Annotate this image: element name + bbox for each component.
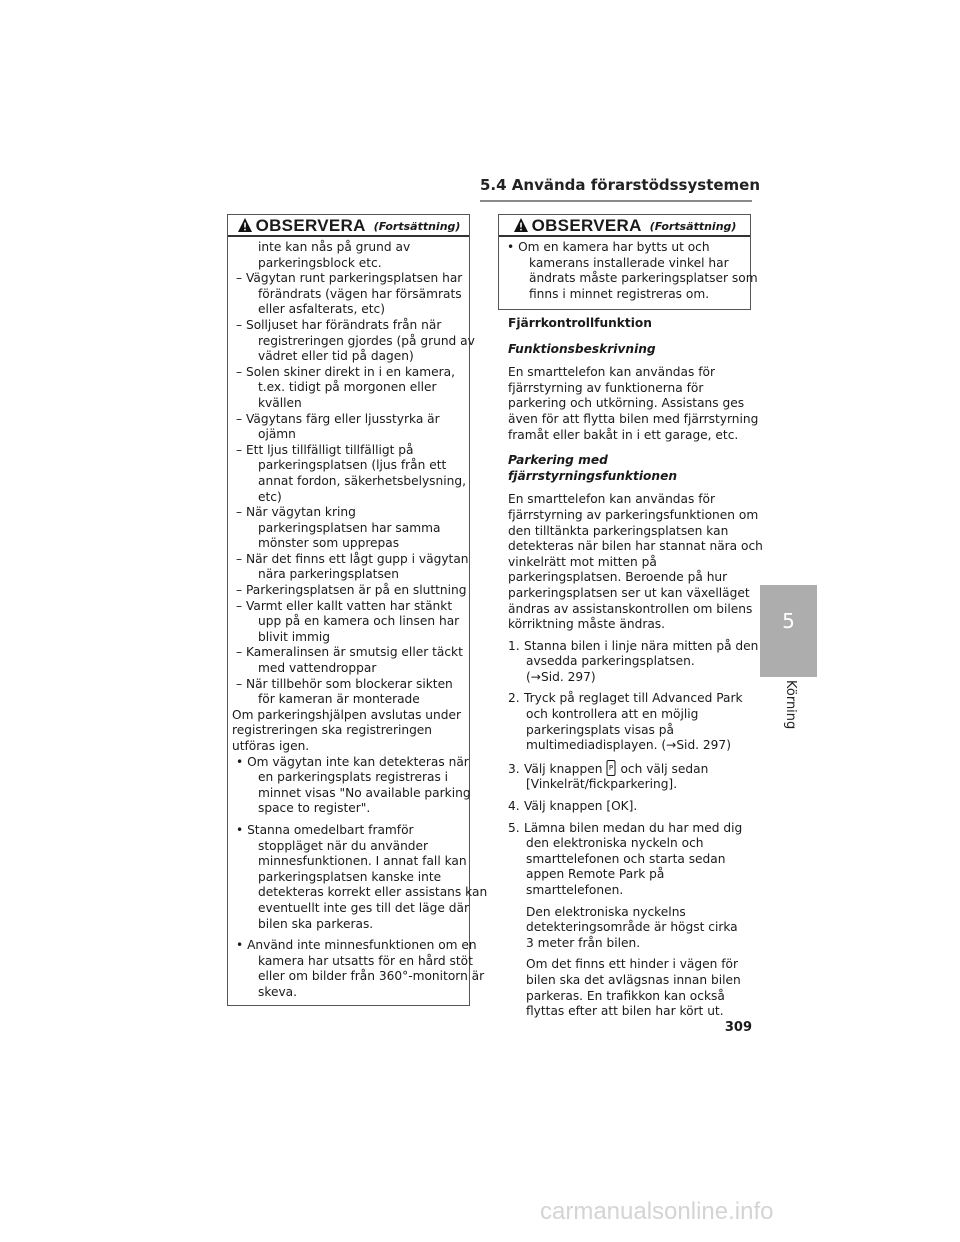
header-rule <box>480 200 752 202</box>
step-3: 3. Välj knappen P och välj sedan [Vinkelrät/fickparkering]. <box>508 761 709 792</box>
text-line: space to register". <box>258 801 371 816</box>
text-line: detekteras korrekt eller assistans kan <box>258 885 488 900</box>
text-line: kvällen <box>258 395 302 410</box>
text-line: – Vägytan runt parkeringsplatsen har <box>236 271 463 286</box>
paragraph-line: En smarttelefon kan användas för <box>508 492 715 507</box>
chapter-tab[interactable] <box>760 585 817 677</box>
text-line: ändrats måste parkeringsplatser som <box>529 271 758 286</box>
paragraph-line: parkeringsplatsen ser ut kan växelläget <box>508 585 750 600</box>
right-box-label: OBSERVERA <box>531 216 642 235</box>
text-line: parkeringsblock etc. <box>258 255 382 270</box>
right-column <box>508 316 763 1020</box>
text-line: eventuellt inte ges till det läge där <box>258 900 469 915</box>
step-1: 1. Stanna bilen i linje nära mitten på den avsedda parkeringsplatsen. (→Sid. 297) <box>508 638 759 684</box>
paragraph-line: parkeringsplatsen. Beroende på hur <box>508 570 728 585</box>
paragraph-line: vinkelrätt mot mitten på <box>508 554 657 569</box>
text-line: – När tillbehör som blockerar sikten <box>236 676 453 691</box>
text-line: parkeringsplatsen kanske inte <box>258 869 442 884</box>
paragraph-line: ändras av assistanskontrollen om bilens <box>508 601 753 616</box>
text-line: blivit immig <box>258 629 331 644</box>
warning-icon <box>513 217 529 233</box>
chapter-label-container <box>760 680 817 770</box>
step-5: 5. Lämna bilen medan du har med dig den elektroniska nyckeln och smarttelefonen och starta sedan appen Remote Park på smarttelefonen. <box>508 820 743 897</box>
page-number: 309 <box>724 1020 752 1035</box>
text-line: eller asfalterats, etc) <box>258 302 385 317</box>
text-line: – Kameralinsen är smutsig eller täckt <box>236 645 463 660</box>
left-box-label: OBSERVERA <box>255 216 366 235</box>
section-title: 5.4 Använda förarstödssystemen <box>480 176 761 194</box>
text-line: – Varmt eller kallt vatten har stänkt <box>236 598 453 613</box>
text-line: nära parkeringsplatsen <box>258 567 400 582</box>
text-line: eller om bilder från 360°-monitorn är <box>258 969 485 984</box>
text-line: mönster som upprepas <box>258 536 400 551</box>
text-line: bilen ska parkeras. <box>258 916 374 931</box>
paragraph-remote-parking <box>508 492 763 632</box>
step-5-note-obstacle: Om det finns ett hinder i vägen för bilen ska det avlägsnas innan bilen parkeras. En trafikkon kan också flyttas efter att bilen har kört ut. <box>526 957 741 1019</box>
step-5-note-key: Den elektroniska nyckelns detekteringsområde är högst cirka 3 meter från bilen. <box>526 904 738 950</box>
watermark: carmanualsonline.info <box>540 1198 774 1225</box>
text-line: upp på en kamera och linsen har <box>258 614 460 629</box>
text-line: – När det finns ett lågt gupp i vägytan <box>236 551 469 566</box>
text-line: en parkeringsplats registreras i <box>258 770 449 785</box>
text-line: registreringen ska registreringen <box>232 723 433 738</box>
left-box-header <box>228 215 469 237</box>
text-line: med vattendroppar <box>258 661 377 676</box>
left-observera-box <box>227 214 488 1006</box>
right-observera-box <box>498 214 758 310</box>
right-box-header <box>499 215 750 237</box>
text-line: kamerans installerade vinkel har <box>529 255 729 270</box>
warning-icon <box>237 217 253 233</box>
subheading-description: Funktionsbeskrivning <box>508 341 656 356</box>
subheading-remote-parking: Parkering med fjärrstyrningsfunktionen <box>508 453 678 483</box>
text-line: – Vägytans färg eller ljusstyrka är <box>236 411 440 426</box>
right-box-body <box>499 237 758 310</box>
paragraph-line: fjärrstyrning av funktionerna för <box>508 380 704 395</box>
text-line: minnesfunktionen. I annat fall kan <box>258 854 467 869</box>
svg-text:P: P <box>609 763 614 772</box>
text-line: annat fordon, säkerhetsbelysning, <box>258 473 466 488</box>
paragraph-line: den tilltänkta parkeringsplatsen kan <box>508 523 729 538</box>
text-line: – Ett ljus tillfälligt tillfälligt på <box>236 442 414 457</box>
text-line: • Stanna omedelbart framför <box>236 822 414 837</box>
paragraph-line: detekteras när bilen har stannat nära och <box>508 539 763 554</box>
paragraph-line: fjärrstyrning av parkeringsfunktionen om <box>508 507 759 522</box>
left-box-continued: (Fortsättning) <box>373 220 461 233</box>
heading-remote-function: Fjärrkontrollfunktion <box>508 316 652 330</box>
text-line: vädret eller tid på dagen) <box>258 349 414 364</box>
paragraph-line: framåt eller bakåt in i ett garage, etc. <box>508 427 739 442</box>
text-line: skeva. <box>258 984 298 999</box>
text-line: – Solljuset har förändrats från när <box>236 317 442 332</box>
paragraph-line: En smarttelefon kan användas för <box>508 365 715 380</box>
paragraph-line: parkering och utkörning. Assistans ges <box>508 396 745 411</box>
text-line: Om parkeringshjälpen avslutas under <box>232 707 461 722</box>
step-2: 2. Tryck på reglaget till Advanced Park och kontrollera att en möjlig parkeringsplats visas på multimediadisplayen. (→Sid. 297) <box>508 691 743 753</box>
left-box-body <box>228 237 488 1009</box>
text-line: parkeringsplatsen (ljus från ett <box>258 458 447 473</box>
text-line: minnet visas "No available parking <box>258 785 471 800</box>
text-line: förändrats (vägen har försämrats <box>258 286 462 301</box>
remote-park-button-icon <box>606 760 616 776</box>
text-line: för kameran är monterade <box>258 692 420 707</box>
chapter-number: 5 <box>782 609 795 633</box>
step-4: 4. Välj knappen [OK]. <box>508 799 638 814</box>
text-line: – När vägytan kring <box>236 505 356 520</box>
text-line: t.ex. tidigt på morgonen eller <box>258 380 437 395</box>
text-line: ojämn <box>258 427 296 442</box>
text-line: inte kan nås på grund av <box>258 240 411 254</box>
paragraph-line: körriktning måste ändras. <box>508 617 666 632</box>
text-line: finns i minnet registreras om. <box>529 286 710 301</box>
text-line: utföras igen. <box>232 739 310 753</box>
text-line: kamera har utsatts för en hård stöt <box>258 953 473 968</box>
right-box-continued: (Fortsättning) <box>649 220 737 233</box>
text-line: registreringen gjordes (på grund av <box>258 333 475 348</box>
text-line: parkeringsplatsen har samma <box>258 520 441 535</box>
text-line: • Om en kamera har bytts ut och <box>507 240 710 254</box>
text-line: – Parkeringsplatsen är på en sluttning <box>236 583 467 598</box>
paragraph-line: även för att flytta bilen med fjärrstyrning <box>508 411 759 426</box>
text-line: • Om vägytan inte kan detekteras när <box>236 754 469 769</box>
text-line: – Solen skiner direkt in i en kamera, <box>236 364 455 379</box>
text-line: etc) <box>258 489 282 504</box>
chapter-label: Körning <box>783 680 798 730</box>
text-line: • Använd inte minnesfunktionen om en <box>236 938 477 953</box>
paragraph-description <box>508 365 759 443</box>
text-line: stoppläget när du använder <box>258 838 429 853</box>
